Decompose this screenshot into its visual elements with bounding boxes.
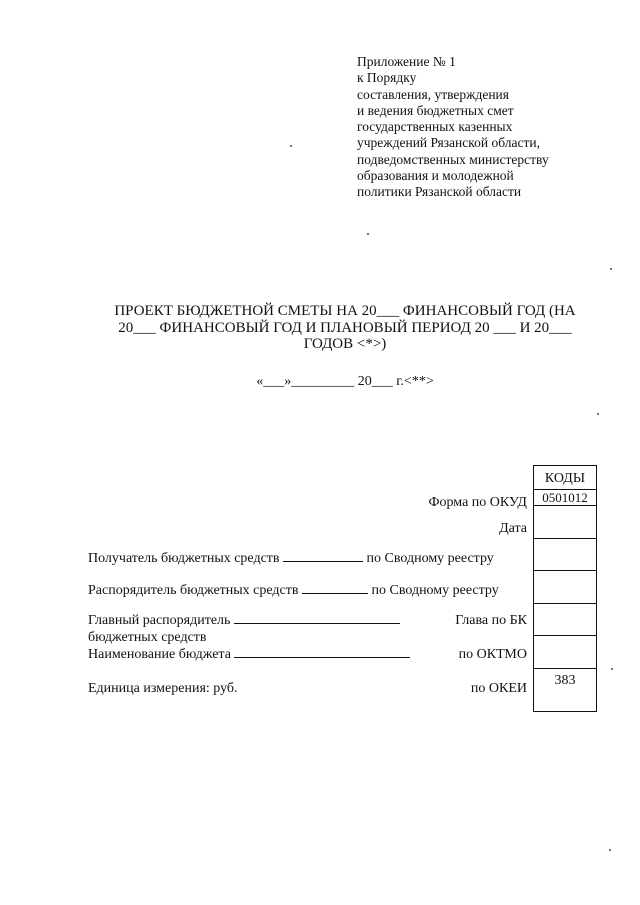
title-line-2: 20___ ФИНАНСОВЫЙ ГОД И ПЛАНОВЫЙ ПЕРИОД 20 ___ И 20___ xyxy=(118,319,572,336)
bk-code-cell xyxy=(534,603,597,636)
appendix-block xyxy=(357,54,617,201)
appendix-line: составления, утверждения xyxy=(357,86,509,102)
appendix-line: Приложение № 1 xyxy=(357,54,456,69)
manager-blank xyxy=(302,583,368,594)
scan-speck xyxy=(367,233,369,235)
date-line: «___»_________ 20___ г.<**> xyxy=(256,374,434,389)
chief-suffix: Глава по БК xyxy=(455,613,527,628)
chief-blank xyxy=(234,613,400,624)
okud-label: Форма по ОКУД xyxy=(428,495,527,510)
codes-header: КОДЫ xyxy=(534,466,597,490)
recipient-row xyxy=(88,551,494,567)
chief-label-line-1 xyxy=(88,613,400,629)
appendix-line: образования и молодежной xyxy=(357,168,514,184)
appendix-line: государственных казенных xyxy=(357,119,513,135)
recipient-code-cell xyxy=(534,538,597,571)
budget-blank xyxy=(234,647,410,658)
manager-suffix: по Сводному реестру xyxy=(371,583,499,598)
appendix-line: учреждений Рязанской области, xyxy=(357,135,540,151)
date-label: Дата xyxy=(499,521,527,536)
oktmo-code-cell xyxy=(534,636,597,669)
scan-speck xyxy=(290,145,292,147)
unit-label: Единица измерения: руб. xyxy=(88,681,238,696)
appendix-line: политики Рязанской области xyxy=(357,184,522,200)
manager-row xyxy=(88,583,499,599)
recipient-label: Получатель бюджетных средств xyxy=(88,551,280,566)
appendix-line: к Порядку xyxy=(357,70,417,86)
recipient-blank xyxy=(283,551,363,562)
manager-label: Распорядитель бюджетных средств xyxy=(88,583,299,598)
recipient-suffix: по Сводному реестру xyxy=(366,551,494,566)
chief-label-1: Главный распорядитель xyxy=(88,613,231,628)
document-title xyxy=(95,303,595,353)
title-line-1: ПРОЕКТ БЮДЖЕТНОЙ СМЕТЫ НА 20___ ФИНАНСОВЫЙ ГОД (НА xyxy=(114,303,576,319)
chief-label-2: бюджетных средств xyxy=(88,630,207,645)
scan-speck xyxy=(609,849,611,851)
scan-speck xyxy=(611,668,613,670)
appendix-line: подведомственных министерству xyxy=(357,151,549,167)
budget-suffix: по ОКТМО xyxy=(458,647,527,662)
budget-row xyxy=(88,647,410,663)
manager-code-cell xyxy=(534,571,597,604)
title-line-3: ГОДОВ <*>) xyxy=(303,336,387,352)
appendix-line: и ведения бюджетных смет xyxy=(357,102,514,118)
scan-speck xyxy=(597,413,599,415)
scan-speck xyxy=(610,268,612,270)
budget-label: Наименование бюджета xyxy=(88,647,231,662)
codes-table xyxy=(533,465,597,712)
unit-suffix: по ОКЕИ xyxy=(470,681,527,696)
okei-code-cell: 383 xyxy=(534,668,597,711)
okud-code-cell: 0501012 xyxy=(534,490,597,506)
date-code-cell xyxy=(534,506,597,539)
